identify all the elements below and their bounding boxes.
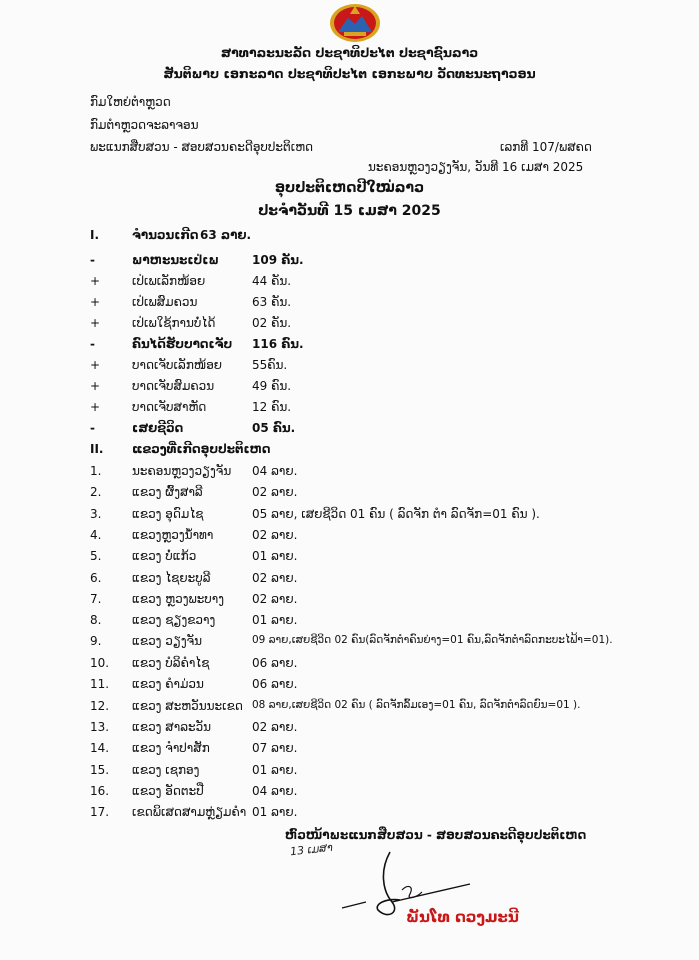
province-row <box>0 805 699 825</box>
province-value: 06 ລາຍ. <box>252 677 298 691</box>
item-number: 17. <box>90 805 110 819</box>
province-row <box>0 699 699 719</box>
list-item <box>0 400 699 420</box>
item-label: ບາດເຈັບສົມຄວນ <box>132 379 215 393</box>
province-row <box>0 613 699 633</box>
section-2-header <box>0 442 699 462</box>
province-row <box>0 571 699 591</box>
item-value: 55ຄົນ. <box>252 358 288 372</box>
item-bullet: + <box>90 274 101 288</box>
section-1-header <box>0 228 699 248</box>
item-label: ພາຫະນະເປ່ເພ <box>132 253 219 267</box>
province-value: 01 ລາຍ. <box>252 549 298 563</box>
signature-icon <box>330 840 590 950</box>
item-value: 44 ຄັນ. <box>252 274 292 288</box>
province-name: ແຂວງຫຼວງນ້ຳທາ <box>132 528 214 542</box>
item-number: 15. <box>90 763 110 777</box>
province-name: ແຂວງ ຜົ້ງສາລີ <box>132 485 203 499</box>
item-bullet: + <box>90 295 101 309</box>
province-row <box>0 763 699 783</box>
item-number: 4. <box>90 528 102 542</box>
item-label: ເປ່ເພໃຊ້ການບໍ່ໄດ້ <box>132 316 216 330</box>
province-value: 01 ລາຍ. <box>252 763 298 777</box>
item-number: 3. <box>90 507 102 521</box>
item-label: ຄົນໄດ້ຮັບບາດເຈັບ <box>132 337 233 351</box>
item-bullet: - <box>90 253 95 267</box>
signatory-title: ຫົວໜ້າພະແນກສືບສວນ - ສອບສວນຄະດີອຸບປະຕິເຫດ <box>285 828 587 842</box>
item-number: 10. <box>90 656 110 670</box>
item-bullet: - <box>90 421 95 435</box>
item-number: 11. <box>90 677 110 691</box>
item-bullet: + <box>90 379 101 393</box>
item-number: 16. <box>90 784 110 798</box>
province-row <box>0 464 699 484</box>
province-value: 02 ລາຍ. <box>252 485 298 499</box>
province-value: 04 ລາຍ. <box>252 784 298 798</box>
section-value: 63 ລາຍ. <box>200 228 252 242</box>
province-row <box>0 634 699 654</box>
province-name: ແຂວງ ເຊກອງ <box>132 763 200 777</box>
item-number: 13. <box>90 720 110 734</box>
list-item <box>0 295 699 315</box>
province-name: ແຂວງ ບໍລິຄຳໄຊ <box>132 656 210 670</box>
province-row <box>0 656 699 676</box>
province-name: ແຂວງ ບໍ່ແກ້ວ <box>132 549 197 563</box>
province-value: 02 ລາຍ. <box>252 720 298 734</box>
province-value: 01 ລາຍ. <box>252 805 298 819</box>
province-row <box>0 741 699 761</box>
item-value: 116 ຄົນ. <box>252 337 304 351</box>
item-label: ເປ່ເພສົມຄວນ <box>132 295 198 309</box>
province-value: 06 ລາຍ. <box>252 656 298 670</box>
document-number: ເລກທີ 107/ພສຄດ <box>500 140 592 154</box>
province-row <box>0 485 699 505</box>
province-row <box>0 677 699 697</box>
province-value: 07 ລາຍ. <box>252 741 298 755</box>
item-label: ເສຍຊີວິດ <box>132 421 184 435</box>
list-item <box>0 253 699 273</box>
province-row <box>0 549 699 569</box>
item-bullet: + <box>90 358 101 372</box>
doc-title: ອຸບປະຕິເຫດປີໃໝ່ລາວ <box>274 180 425 196</box>
list-item <box>0 337 699 357</box>
province-row <box>0 592 699 612</box>
item-number: 7. <box>90 592 102 606</box>
item-number: 12. <box>90 699 110 713</box>
province-name: ແຂວງ ອັດຕະປື <box>132 784 204 798</box>
item-bullet: - <box>90 337 95 351</box>
province-row <box>0 528 699 548</box>
ministry-line-2: ກົມຕຳຫຼວດຈະລາຈອນ <box>90 118 199 132</box>
section-label: ຈຳນວນເກີດ <box>132 228 199 242</box>
item-value: 109 ຄັນ. <box>252 253 304 267</box>
section-number: II. <box>90 442 104 456</box>
province-name: ແຂວງ ອຸດົມໄຊ <box>132 507 204 521</box>
place-date: ນະຄອນຫຼວງວຽງຈັນ, ວັນທີ 16 ເມສາ 2025 <box>368 160 584 174</box>
list-item <box>0 274 699 294</box>
province-value: 09 ລາຍ,ເສຍຊີວິດ 02 ຄົນ(ລົດຈັກຕຳຄົນຍ່າງ=01 ຄົນ,ລົດຈັກຕຳລົດກະບະໄຟ້າ=01). <box>252 634 613 646</box>
province-name: ເຂດພິເສດສາມຫຼ່ຽມຄຳ <box>132 805 247 819</box>
province-value: 05 ລາຍ, ເສຍຊີວິດ 01 ຄົນ ( ລົດຈັກ ຕຳ ລົດຈັກ=01 ຄົນ ). <box>252 507 540 521</box>
item-bullet: + <box>90 316 101 330</box>
item-number: 6. <box>90 571 102 585</box>
province-row <box>0 784 699 804</box>
list-item <box>0 421 699 441</box>
province-name: ແຂວງ ວຽງຈັນ <box>132 634 203 648</box>
item-value: 63 ຄັນ. <box>252 295 292 309</box>
province-value: 08 ລາຍ,ເສຍຊີວິດ 02 ຄົນ ( ລົດຈັກລົ້ມເອງ=01 ຄົນ, ລົດຈັກຕຳລົດຍົນ=01 ). <box>252 699 581 711</box>
province-name: ແຂວງ ສະຫວັນນະເຂດ <box>132 699 243 713</box>
province-name: ແຂວງ ຊຽງຂວາງ <box>132 613 216 627</box>
item-value: 49 ຄົນ. <box>252 379 292 393</box>
national-emblem-icon <box>328 2 382 42</box>
province-name: ແຂວງ ຄຳມ່ວນ <box>132 677 204 691</box>
item-label: ເປ່ເພເລັກໜ້ອຍ <box>132 274 206 288</box>
section-number: I. <box>90 228 100 242</box>
province-name: ແຂວງ ຈຳປາສັກ <box>132 741 210 755</box>
province-row <box>0 507 699 527</box>
department-line: ພະແນກສືບສວນ - ສອບສວນຄະດີອຸບປະຕິເຫດ <box>90 140 314 154</box>
item-value: 05 ຄົນ. <box>252 421 296 435</box>
item-number: 1. <box>90 464 102 478</box>
item-value: 12 ຄົນ. <box>252 400 292 414</box>
item-number: 9. <box>90 634 102 648</box>
item-number: 5. <box>90 549 102 563</box>
item-bullet: + <box>90 400 101 414</box>
province-value: 02 ລາຍ. <box>252 528 298 542</box>
province-row <box>0 720 699 740</box>
province-name: ແຂວງ ໄຊຍະບູລີ <box>132 571 211 585</box>
doc-subtitle: ປະຈຳວັນທີ 15 ເມສາ 2025 <box>258 203 441 219</box>
list-item <box>0 358 699 378</box>
motto-header: ສັນຕິພາບ ເອກະລາດ ປະຊາທິປະໄຕ ເອກະພາບ ວັດທະນະຖາວອນ <box>163 66 536 81</box>
province-name: ແຂວງ ສາລະວັນ <box>132 720 212 734</box>
item-number: 8. <box>90 613 102 627</box>
item-label: ບາດເຈັບເລັກໜ້ອຍ <box>132 358 223 372</box>
item-label: ບາດເຈັບສາຫັດ <box>132 400 207 414</box>
list-item <box>0 316 699 336</box>
province-value: 01 ລາຍ. <box>252 613 298 627</box>
province-value: 02 ລາຍ. <box>252 592 298 606</box>
province-name: ແຂວງ ຫຼວງພະບາງ <box>132 592 225 606</box>
province-value: 02 ລາຍ. <box>252 571 298 585</box>
item-number: 2. <box>90 485 102 499</box>
signer-name: ພັນໂທ ດວງມະນີ <box>406 908 519 926</box>
ministry-line-1: ກົມໃຫຍ່ຕຳຫຼວດ <box>90 95 171 109</box>
list-item <box>0 379 699 399</box>
handwritten-note: 13 ເມສາ <box>289 840 334 859</box>
item-number: 14. <box>90 741 110 755</box>
country-header: ສາທາລະນະລັດ ປະຊາທິປະໄຕ ປະຊາຊົນລາວ <box>220 45 479 60</box>
province-value: 04 ລາຍ. <box>252 464 298 478</box>
item-value: 02 ຄັນ. <box>252 316 292 330</box>
province-name: ນະຄອນຫຼວງວຽງຈັນ <box>132 464 232 478</box>
section-label: ແຂວງທີ່ເກີດອຸບປະຕິເຫດ <box>132 442 271 456</box>
